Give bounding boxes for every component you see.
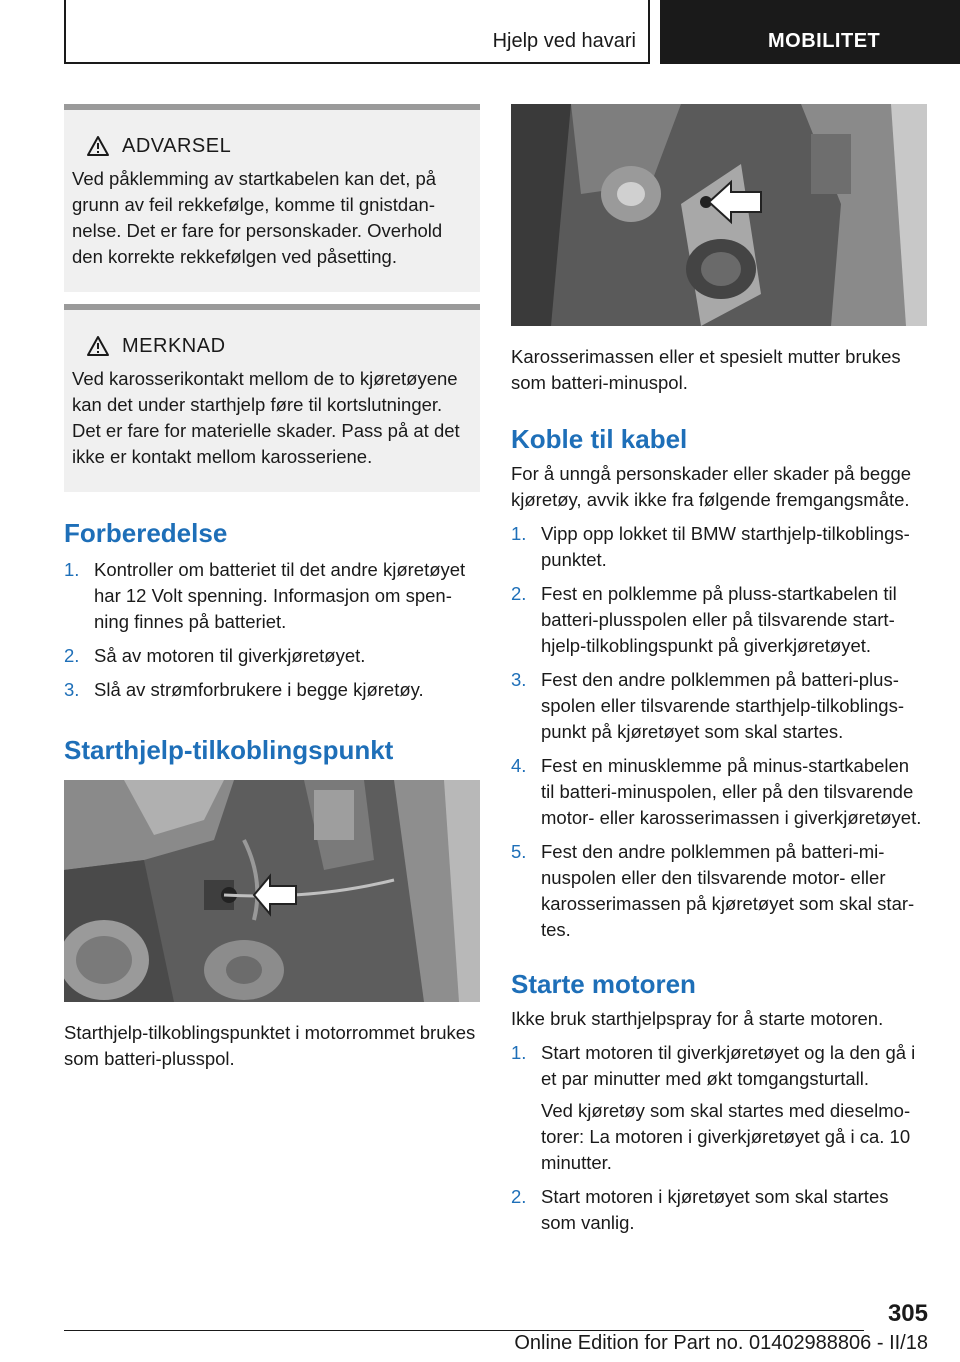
header-bottom-rule	[64, 62, 650, 64]
connect-cable-heading: Koble til kabel	[511, 424, 688, 454]
list-item: 2. Fest en polklemme på pluss-startkabelen til batteri-plusspolen eller på tilsvarende starthjelp-tilkoblingspunkt på giverkjøretøyet.	[511, 583, 897, 656]
start-engine-heading: Starte motoren	[511, 969, 696, 999]
preparation-heading: Forberedelse	[64, 518, 228, 548]
connect-cable-steps	[511, 521, 927, 943]
page-number: 305	[887, 1300, 928, 1327]
left-column	[64, 104, 480, 1072]
footer-rule	[64, 1330, 864, 1331]
list-item: 3. Fest den andre polklemmen på batteri-plusspolen eller tilsvarende starthjelp-tilkoblingspunkt på kjøretøyet som skal startes.	[511, 669, 904, 742]
jump-point-caption: Starthjelp-tilkoblingspunktet i motorrommet brukes som batteri-plusspol.	[64, 1022, 476, 1069]
notice-title: MERKNAD	[122, 334, 226, 357]
ground-point-illustration	[511, 104, 927, 326]
connect-cable-intro: For å unngå personskader eller skader på begge kjøretøy, avvik ikke fra følgende fremgangsmåte.	[511, 463, 912, 510]
jump-point-heading: Starthjelp-tilkoblingspunkt	[64, 735, 394, 765]
header-chapter-tab[interactable]	[660, 0, 960, 64]
warning-title: ADVARSEL	[122, 134, 232, 157]
notice-triangle-icon	[86, 335, 110, 357]
warning-triangle-icon	[86, 135, 110, 157]
ground-point-photo	[511, 104, 927, 326]
list-item: 1. Start motoren til giverkjøretøyet og la den gå i et par minutter med økt tomgangsturtall. Ved kjøretøy som skal startes med dieselmotorer: La motoren i giverkjøretøyet gå i ca. 10 minutter.	[511, 1040, 927, 1176]
ground-point-caption: Karosserimassen eller et spesielt mutter brukes som batteri-minuspol.	[511, 346, 901, 393]
list-item: 1. Kontroller om batteriet til det andre kjøretøyet har 12 Volt spenning. Informasjon om spenning finnes på batteriet.	[64, 559, 466, 632]
diesel-note: Ved kjøretøy som skal startes med dieselmotorer: La motoren i giverkjøretøyet gå i ca. 10 minutter.	[541, 1100, 911, 1173]
header-chapter-label: MOBILITET	[768, 30, 881, 52]
preparation-steps	[64, 557, 480, 703]
list-item: 2. Så av motoren til giverkjøretøyet.	[64, 645, 366, 666]
engine-bay-illustration	[64, 780, 480, 1002]
notice-text: Ved karosserikontakt mellom de to kjøretøyene kan det under starthjelp føre til kortslutninger. Det er fare for materielle skader. Pass på at det ikke er kontakt mellom karosseriene.	[72, 368, 460, 467]
start-engine-steps	[511, 1040, 927, 1236]
footer-edition: Online Edition for Part no. 01402988806 - II/18	[514, 1332, 928, 1354]
header-left-rule	[64, 0, 66, 64]
warning-text: Ved påklemming av startkabelen kan det, på grunn av feil rekkefølge, komme til gnistdannelse. Det er fare for personskader. Overhold den korrekte rekkefølgen ved påsetting.	[72, 168, 443, 267]
list-item: 4. Fest en minusklemme på minus-startkabelen til batteri-minuspolen, eller på den tilsvarende motor- eller karosserimassen i giverkjøretøyet.	[511, 755, 922, 828]
notice-box	[64, 304, 480, 492]
list-item: 3. Slå av strømforbrukere i begge kjøretøy.	[64, 679, 424, 700]
header-separator	[648, 0, 650, 64]
list-item: 2. Start motoren i kjøretøyet som skal startes som vanlig.	[511, 1186, 889, 1233]
warning-box	[64, 104, 480, 292]
list-item: 1. Vipp opp lokket til BMW starthjelp-tilkoblingspunktet.	[511, 523, 910, 570]
jump-point-photo	[64, 780, 480, 1002]
right-column	[511, 104, 927, 1236]
start-engine-intro: Ikke bruk starthjelpspray for å starte motoren.	[511, 1008, 884, 1029]
header-section-title: Hjelp ved havari	[492, 30, 636, 52]
list-item: 5. Fest den andre polklemmen på batteri-minuspolen eller den tilsvarende motor- eller karosserimassen på kjøretøyet som skal startes.	[511, 841, 915, 940]
